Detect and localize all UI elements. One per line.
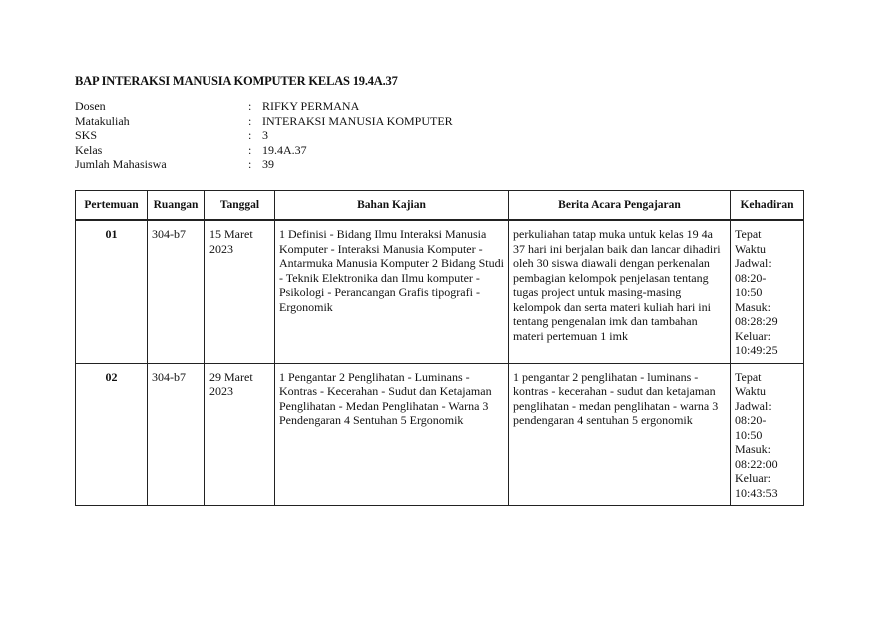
cell-bahan-kajian: 1 Pengantar 2 Penglihatan - Luminans - Kontras - Kecerahan - Sudut dan Ketajaman Penglihatan - Medan Penglihatan - Warna 3 Pendengaran 4 Sentuhan 5 Ergonomik (275, 363, 509, 506)
info-row-kelas (75, 143, 453, 158)
info-value: INTERAKSI MANUSIA KOMPUTER (262, 113, 453, 128)
table-row (76, 363, 804, 506)
table-header-row (76, 191, 804, 221)
info-row-sks (75, 128, 453, 143)
cell-kehadiran: Tepat Waktu Jadwal: 08:20- 10:50 Masuk: 08:22:00 Keluar: 10:43:53 (731, 363, 804, 506)
cell-pertemuan: 02 (76, 363, 148, 506)
cell-berita-acara: 1 pengantar 2 penglihatan - luminans - kontras - kecerahan - sudut dan ketajaman penglihatan - medan penglihatan - warna 3 pendengaran 4 sentuhan 5 ergonomik (509, 363, 731, 506)
cell-kehadiran: Tepat Waktu Jadwal: 08:20- 10:50 Masuk: 08:28:29 Keluar: 10:49:25 (731, 220, 804, 363)
cell-tanggal: 29 Maret 2023 (205, 363, 275, 506)
table-row (76, 220, 804, 363)
header-tanggal: Tanggal (205, 191, 275, 221)
info-label: SKS (75, 128, 98, 142)
header-bahan-kajian: Bahan Kajian (275, 191, 509, 221)
cell-bahan-kajian: 1 Definisi - Bidang Ilmu Interaksi Manusia Komputer - Interaksi Manusia Komputer - Antarmuka Manusia Komputer 2 Bidang Studi - Teknik Elektronika dan Ilmu komputer - Psikologi - Perancangan Grafis tipografi - Ergonomik (275, 220, 509, 363)
info-row-matakuliah (75, 114, 453, 129)
cell-ruangan: 304-b7 (148, 363, 205, 506)
header-berita-acara: Berita Acara Pengajaran (509, 191, 731, 221)
course-info (75, 99, 453, 172)
cell-pertemuan: 01 (76, 220, 148, 363)
cell-tanggal: 15 Maret 2023 (205, 220, 275, 363)
info-separator: : (248, 142, 252, 157)
header-kehadiran: Kehadiran (731, 191, 804, 221)
info-row-dosen (75, 99, 453, 114)
info-value: RIFKY PERMANA (262, 99, 360, 113)
header-pertemuan: Pertemuan (76, 191, 148, 221)
info-separator: : (248, 113, 252, 128)
info-separator: : (248, 157, 252, 171)
cell-berita-acara: perkuliahan tatap muka untuk kelas 19 4a 37 hari ini berjalan baik dan lancar dihadiri oleh 30 siswa diawali dengan perkenalan pembagian kelompok penjelasan tentang tugas project untuk masing-masing kelompok dan serta materi kuliah hari ini tentang pengenalan imk dan tambahan materi pertemuan 1 imk (509, 220, 731, 363)
info-label: Dosen (75, 99, 106, 113)
info-label: Jumlah Mahasiswa (75, 157, 167, 171)
cell-ruangan: 304-b7 (148, 220, 205, 363)
info-label: Matakuliah (75, 113, 130, 128)
info-value: 39 (262, 157, 274, 171)
info-separator: : (248, 99, 252, 113)
document-title: BAP INTERAKSI MANUSIA KOMPUTER KELAS 19.4A.37 (75, 74, 398, 88)
info-value: 3 (262, 128, 268, 142)
info-row-jumlah-mahasiswa (75, 157, 453, 172)
header-ruangan: Ruangan (148, 191, 205, 221)
info-value: 19.4A.37 (262, 142, 307, 157)
bap-table (75, 190, 804, 506)
info-separator: : (248, 128, 252, 142)
info-label: Kelas (75, 142, 103, 157)
